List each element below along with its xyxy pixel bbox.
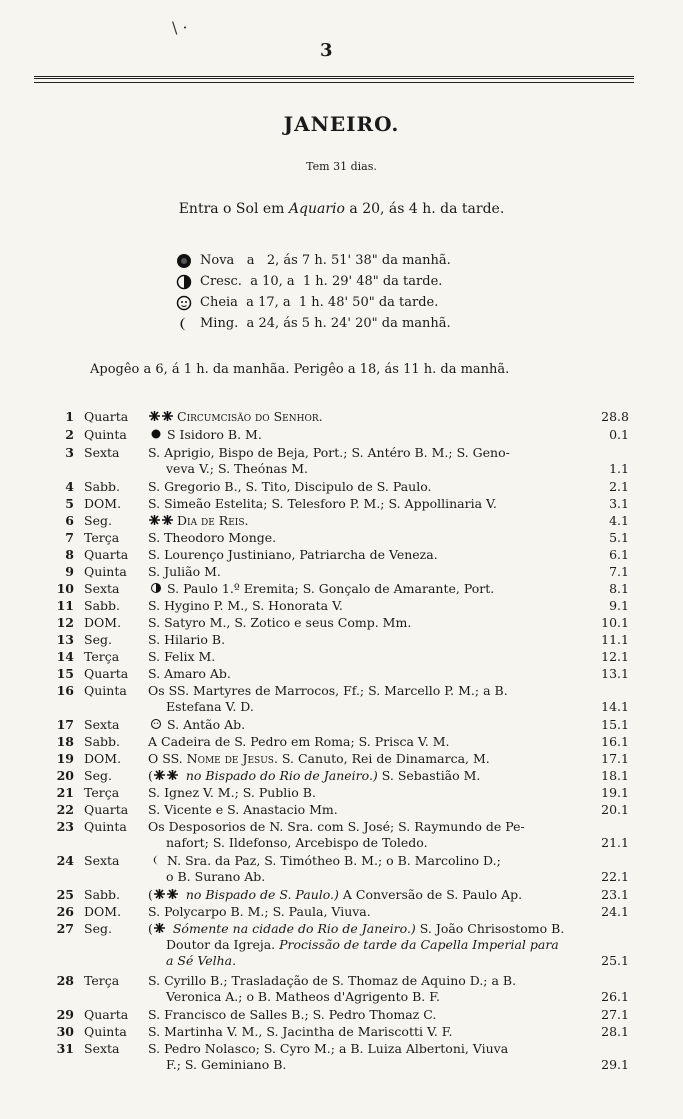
- weekday: Seg.: [84, 921, 112, 936]
- day-number: 14: [56, 649, 74, 664]
- saint-text: S. Theodoro Monge.: [148, 530, 277, 545]
- saint-text: S. Lourenço Justiniano, Patriarcha de Veneza.: [148, 547, 438, 562]
- weekday: DOM.: [84, 751, 122, 766]
- weekday: Quarta: [84, 547, 129, 562]
- day-value: 11.1: [601, 632, 629, 647]
- day-value: 24.1: [601, 904, 629, 919]
- header-rule: [34, 76, 634, 83]
- month-title: JANEIRO.: [283, 112, 400, 136]
- saint-text: S. Amaro Ab.: [148, 666, 231, 681]
- day-value: 2.1: [609, 479, 629, 494]
- day-value: 27.1: [601, 1007, 629, 1022]
- day-number: 12: [56, 615, 74, 630]
- weekday: Terça: [84, 785, 120, 800]
- sun-entry-sign: Aquario: [288, 201, 345, 217]
- phase-text: Cresc. a 10, a 1 h. 29' 48" da tarde.: [200, 274, 443, 289]
- day-number: 25: [56, 887, 74, 902]
- weekday: Terça: [84, 973, 120, 988]
- double-cross-icon: [153, 888, 179, 900]
- saint-text: Dia de Reis.: [148, 513, 580, 529]
- weekday: Sabb.: [84, 887, 120, 902]
- day-number: 11: [56, 598, 74, 613]
- day-value: 9.1: [609, 598, 629, 613]
- day-value: 21.1: [601, 835, 629, 850]
- day-number: 28: [56, 973, 74, 988]
- saint-text: ( no Bispado de S. Paulo.) A Conversão de S. Paulo Ap.: [148, 887, 523, 902]
- day-number: 29: [56, 1007, 74, 1022]
- sun-entry-post: a 20, ás 4 h. da tarde.: [344, 201, 505, 217]
- weekday: Sexta: [84, 445, 120, 460]
- day-value: 6.1: [609, 547, 629, 562]
- day-value: 29.1: [601, 1057, 629, 1072]
- weekday: Quinta: [84, 819, 127, 834]
- saint-text: S. Antão Ab.: [148, 717, 580, 733]
- scan-mark: \ ·: [172, 18, 188, 37]
- phase-last-quarter: [176, 313, 451, 334]
- day-number: 30: [56, 1024, 74, 1039]
- weekday: Terça: [84, 649, 120, 664]
- day-value: 3.1: [609, 496, 629, 511]
- saint-text: A Cadeira de S. Pedro em Roma; S. Prisca V. M.: [148, 734, 450, 749]
- saint-text: S. Pedro Nolasco; S. Cyro M.; a B. Luiza Albertoni, Viuva F.; S. Geminiano B.: [148, 1041, 509, 1072]
- day-number: 4: [65, 479, 74, 494]
- day-number: 27: [56, 921, 74, 936]
- saint-text: S. Simeão Estelita; S. Telesforo P. M.; S. Appollinaria V.: [148, 496, 497, 511]
- day-value: 28.8: [601, 409, 629, 424]
- full-moon-icon: [176, 295, 192, 311]
- weekday: Sabb.: [84, 479, 120, 494]
- weekday: Sabb.: [84, 734, 120, 749]
- day-number: 24: [56, 853, 74, 868]
- day-value: 1.1: [609, 461, 629, 476]
- last-quarter-icon: [148, 854, 164, 866]
- day-number: 23: [56, 819, 74, 834]
- phase-first-quarter: [176, 271, 451, 292]
- new-moon-icon: [148, 428, 164, 440]
- weekday: Seg.: [84, 632, 112, 647]
- weekday: Quinta: [84, 683, 127, 698]
- day-value: 23.1: [601, 887, 629, 902]
- weekday: Sexta: [84, 717, 120, 732]
- day-number: 3: [65, 445, 74, 460]
- day-value: 5.1: [609, 530, 629, 545]
- double-cross-icon: [148, 514, 174, 526]
- day-value: 25.1: [601, 953, 629, 968]
- weekday: Quinta: [84, 564, 127, 579]
- weekday: Terça: [84, 530, 120, 545]
- day-number: 10: [56, 581, 74, 596]
- saint-text: S. Julião M.: [148, 564, 221, 579]
- day-value: 18.1: [601, 768, 629, 783]
- day-value: 13.1: [601, 666, 629, 681]
- phase-new: [176, 250, 451, 271]
- day-value: 0.1: [609, 427, 629, 442]
- day-number: 5: [65, 496, 74, 511]
- day-value: 4.1: [609, 513, 629, 528]
- day-value: 22.1: [601, 869, 629, 884]
- saint-text: N. Sra. da Paz, S. Timótheo B. M.; o B. Marcolino D.; o B. Surano Ab.: [148, 853, 580, 885]
- day-value: 15.1: [601, 717, 629, 732]
- day-number: 22: [56, 802, 74, 817]
- weekday: Sexta: [84, 1041, 120, 1056]
- day-value: 17.1: [601, 751, 629, 766]
- phase-text: Cheia a 17, a 1 h. 48' 50" da tarde.: [200, 295, 439, 310]
- saint-text: S. Francisco de Salles B.; S. Pedro Thomaz C.: [148, 1007, 437, 1022]
- saint-text: S Isidoro B. M.: [148, 427, 580, 443]
- day-value: 20.1: [601, 802, 629, 817]
- day-number: 6: [65, 513, 74, 528]
- saint-text: S. Felix M.: [148, 649, 216, 664]
- day-value: 19.1: [601, 785, 629, 800]
- saint-text: S. Martinha V. M., S. Jacintha de Mariscotti V. F.: [148, 1024, 453, 1039]
- saint-text: S. Aprigio, Bispo de Beja, Port.; S. Antéro B. M.; S. Geno- veva V.; S. Theónas M.: [148, 445, 510, 476]
- day-value: 28.1: [601, 1024, 629, 1039]
- saint-text: S. Polycarpo B. M.; S. Paula, Viuva.: [148, 904, 371, 919]
- day-value: 10.1: [601, 615, 629, 630]
- day-number: 8: [65, 547, 74, 562]
- weekday: Sexta: [84, 581, 120, 596]
- phase-text: Nova a 2, ás 7 h. 51' 38" da manhã.: [200, 253, 451, 268]
- cross-icon: [153, 922, 166, 934]
- saint-text: ( Sómente na cidade do Rio de Janeiro.) S. João Chrisostomo B. Doutor da Igreja. Procissão de tarde da Capella Imperial para a Sé Velha.: [148, 921, 565, 968]
- weekday: DOM.: [84, 904, 122, 919]
- phase-text: Ming. a 24, ás 5 h. 24' 20" da manhã.: [200, 316, 451, 331]
- day-number: 17: [56, 717, 74, 732]
- saint-text: S. Vicente e S. Anastacio Mm.: [148, 802, 338, 817]
- saint-text: S. Gregorio B., S. Tito, Discipulo de S. Paulo.: [148, 479, 432, 494]
- day-value: 26.1: [601, 989, 629, 1004]
- first-quarter-icon: [176, 274, 192, 290]
- full-moon-icon: [148, 718, 164, 730]
- double-cross-icon: [148, 410, 174, 422]
- saint-text: S. Hygino P. M., S. Honorata V.: [148, 598, 343, 613]
- day-number: 1: [65, 409, 74, 424]
- day-number: 9: [65, 564, 74, 579]
- day-number: 31: [56, 1041, 74, 1056]
- saint-text: S. Ignez V. M.; S. Publio B.: [148, 785, 316, 800]
- sun-entry-pre: Entra o Sol em: [178, 201, 289, 217]
- saint-text: S. Hilario B.: [148, 632, 226, 647]
- saint-text: Os SS. Martyres de Marrocos, Ff.; S. Marcello P. M.; a B. Estefana V. D.: [148, 683, 508, 714]
- day-number: 13: [56, 632, 74, 647]
- apsides: Apogêo a 6, á 1 h. da manhãa. Perigêo a 18, ás 11 h. da manhã.: [90, 362, 510, 377]
- day-number: 21: [56, 785, 74, 800]
- weekday: Sabb.: [84, 598, 120, 613]
- day-number: 18: [56, 734, 74, 749]
- last-quarter-icon: [176, 316, 192, 332]
- weekday: DOM.: [84, 496, 122, 511]
- weekday: Sexta: [84, 853, 120, 868]
- saint-text: S. Cyrillo B.; Trasladação de S. Thomaz de Aquino D.; a B. Veronica A.; o B. Matheos d'Agrigento B. F.: [148, 973, 517, 1004]
- saint-text: O SS. Nome de Jesus. S. Canuto, Rei de Dinamarca, M.: [148, 751, 490, 766]
- saint-text: Os Desposorios de N. Sra. com S. José; S. Raymundo de Pe- nafort; S. Ildefonso, Arcebispo de Toledo.: [148, 819, 525, 850]
- weekday: Quarta: [84, 1007, 129, 1022]
- day-value: 7.1: [609, 564, 629, 579]
- weekday: Quarta: [84, 666, 129, 681]
- saint-text: S. Paulo 1.º Eremita; S. Gonçalo de Amarante, Port.: [148, 581, 580, 597]
- day-value: 14.1: [601, 699, 629, 714]
- day-number: 7: [65, 530, 74, 545]
- saint-text: ( no Bispado do Rio de Janeiro.) S. Sebastião M.: [148, 768, 481, 783]
- day-number: 15: [56, 666, 74, 681]
- day-number: 16: [56, 683, 74, 698]
- first-quarter-icon: [148, 582, 164, 594]
- phase-full: [176, 292, 451, 313]
- day-value: 8.1: [609, 581, 629, 596]
- saint-text: Circumcisão do Senhor.: [148, 409, 580, 425]
- page-number: 3: [320, 40, 333, 61]
- weekday: DOM.: [84, 615, 122, 630]
- day-number: 20: [56, 768, 74, 783]
- weekday: Quarta: [84, 802, 129, 817]
- weekday: Quarta: [84, 409, 129, 424]
- day-value: 12.1: [601, 649, 629, 664]
- new-moon-icon: [176, 253, 192, 269]
- day-number: 19: [56, 751, 74, 766]
- sun-entry: [0, 201, 683, 217]
- day-number: 2: [65, 427, 74, 442]
- days-count: Tem 31 dias.: [306, 160, 377, 173]
- weekday: Seg.: [84, 768, 112, 783]
- weekday: Seg.: [84, 513, 112, 528]
- weekday: Quinta: [84, 1024, 127, 1039]
- day-value: 16.1: [601, 734, 629, 749]
- saint-text: S. Satyro M., S. Zotico e seus Comp. Mm.: [148, 615, 412, 630]
- weekday: Quinta: [84, 427, 127, 442]
- moon-phases: [176, 250, 451, 334]
- day-number: 26: [56, 904, 74, 919]
- double-cross-icon: [153, 769, 179, 781]
